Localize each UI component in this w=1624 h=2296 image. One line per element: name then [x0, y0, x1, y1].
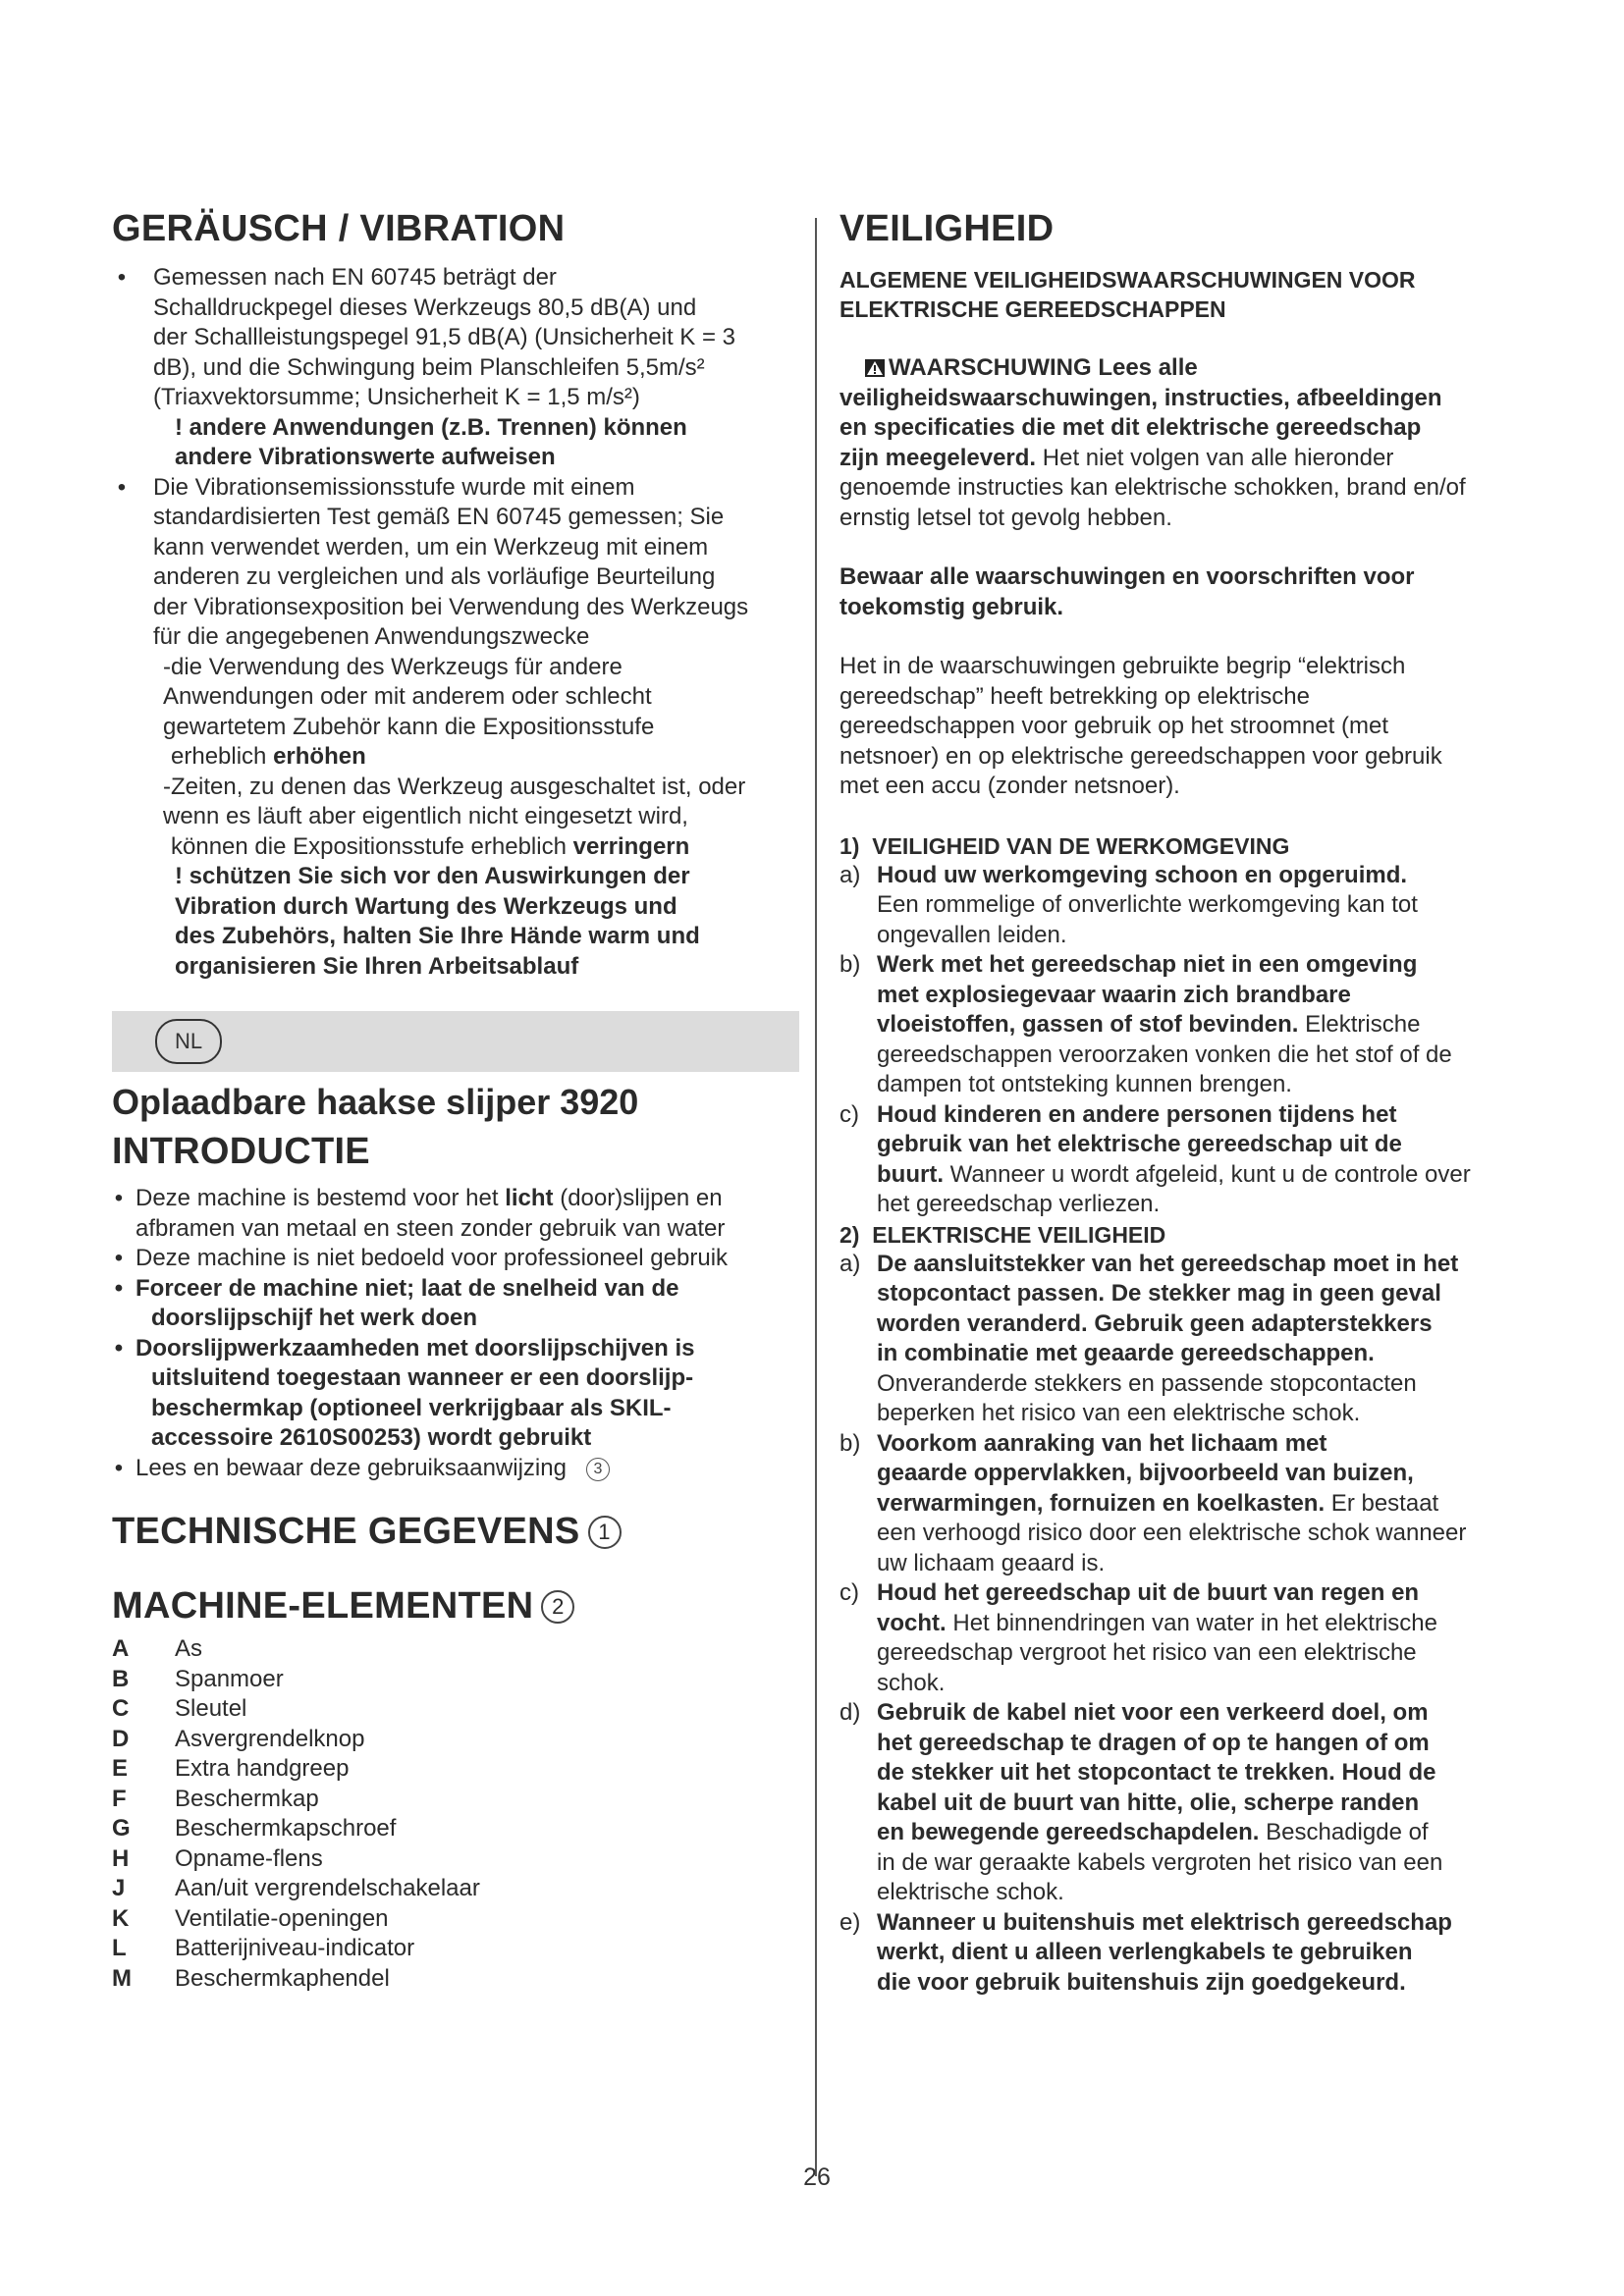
left-column	[112, 206, 799, 982]
element-letter: M	[112, 1964, 132, 1992]
element-letter: K	[112, 1904, 130, 1932]
de-section-title: GERÄUSCH / VIBRATION	[112, 208, 566, 249]
text-line: Gebruik de kabel niet voor een verkeerd doel, om	[877, 1699, 1429, 1726]
item-2e: e) Wanneer u buitenshuis met elektrisch gereedschap werkt, dient u alleen verlengkabels te gebruiken die voor gebruik buitenshuis zijn goedgekeurd.	[839, 1908, 1527, 1999]
element-label: Beschermkaphendel	[175, 1964, 390, 1992]
text-line: -Zeiten, zu denen das Werkzeug ausgeschaltet ist, oder	[163, 773, 746, 800]
text-line: met explosiegevaar waarin zich brandbare	[877, 981, 1351, 1008]
text-line: genoemde instructies kan elektrische schokken, brand en/of	[839, 474, 1466, 501]
machine-element-item	[112, 1904, 799, 1935]
text-line: Forceer de machine niet; laat de snelheid van de	[135, 1274, 679, 1302]
figure-ref-3: 3	[586, 1458, 610, 1481]
element-label: Spanmoer	[175, 1665, 284, 1692]
text-line: geaarde oppervlakken, bijvoorbeeld van buizen,	[877, 1460, 1414, 1486]
de-warning-protect	[112, 862, 799, 982]
text-line: en specificaties die met dit elektrische gereedschap	[839, 414, 1422, 441]
text-line: gereedschap” heeft betrekking op elektrische	[839, 682, 1310, 710]
text-line: ELEKTRISCHE GEREEDSCHAPPEN	[839, 296, 1226, 322]
text-line: Anwendungen oder mit anderem oder schlecht	[163, 683, 652, 710]
text-line: Bewaar alle waarschuwingen en voorschriften voor	[839, 563, 1415, 590]
text-line: für die angegebenen Anwendungszwecke	[153, 623, 590, 650]
de-bullet-noise: • Gemessen nach EN 60745 beträgt der Schalldruckpegel dieses Werkzeugs 80,5 dB(A) und der Schallleistungspegel 91,5 dB(A) (Unsicherheit K = 3 dB), und die Schwingung beim Planschleifen 5,5m/s² (Triaxvektorsumme; Unsicherheit K = 1,5 m/s²)	[112, 263, 799, 413]
element-label: Beschermkapschroef	[175, 1815, 397, 1842]
machine-element-item	[112, 1785, 799, 1815]
element-letter: A	[112, 1635, 130, 1662]
text-line: uitsluitend toegestaan wanneer er een doorslijp-	[151, 1364, 694, 1391]
text-line: Schalldruckpegel dieses Werkzeugs 80,5 dB(A) und	[153, 294, 697, 321]
intro-bullet-professional: • Deze machine is niet bedoeld voor professioneel gebruik	[114, 1245, 729, 1271]
item-2c: c) Houd het gereedschap uit de buurt van regen en vocht. Het binnendringen van water in het elektrische gereedschap vergroot het risico van een elektrische schok.	[839, 1578, 1527, 1698]
text-line: Het in de waarschuwingen gebruikte begrip “elektrisch	[839, 653, 1406, 679]
element-letter: B	[112, 1665, 130, 1692]
element-label: Extra handgreep	[175, 1755, 350, 1782]
text-line: het gereedschap te dragen of op te hangen of om	[877, 1729, 1430, 1756]
text-line: een verhoogd risico door een elektrische schok wanneer	[877, 1520, 1467, 1546]
figure-ref-1: 1	[588, 1516, 622, 1549]
item-2a: a) De aansluitstekker van het gereedschap moet in het stopcontact passen. De stekker mag in geen geval worden veranderd. Gebruik geen adapterstekkers in combinatie met geaarde gereedschappen. Onveranderde stekkers en passende stopcontacten beperken het risico van een elektrische schok.	[839, 1250, 1527, 1429]
text-line: gereedschappen voor gebruik op het stroomnet (met	[839, 713, 1388, 739]
text-line: wenn es läuft aber eigentlich nicht eingesetzt wird,	[163, 803, 688, 829]
element-letter: G	[112, 1815, 131, 1842]
text-line: der Schallleistungspegel 91,5 dB(A) (Unsicherheit K = 3	[153, 324, 735, 350]
text-line: werkt, dient u alleen verlengkabels te gebruiken	[877, 1939, 1413, 1965]
text-line: beperken het risico van een elektrische schok.	[877, 1400, 1361, 1426]
text-line: Een rommelige of onverlichte werkomgeving kan tot	[877, 891, 1418, 918]
safety-title: VEILIGHEID	[839, 208, 1055, 249]
text-line: het gereedschap verliezen.	[877, 1191, 1161, 1217]
text-line: veiligheidswaarschuwingen, instructies, afbeeldingen	[839, 384, 1442, 411]
element-label: Opname-flens	[175, 1844, 323, 1872]
text-line: Houd kinderen en andere personen tijdens het	[877, 1100, 1397, 1128]
intro-bullet-use: • Deze machine is bestemd voor het licht (door)slijpen en afbramen van metaal en steen zonder gebruik van water	[114, 1185, 726, 1242]
element-label: Beschermkap	[175, 1785, 319, 1812]
text-line: anderen zu vergleichen und als vorläufige Beurteilung	[153, 563, 716, 590]
term-definition	[839, 652, 1527, 802]
text-line: ! schützen Sie sich vor den Auswirkungen der	[175, 863, 690, 889]
section-1-heading: 1) VEILIGHEID VAN DE WERKOMGEVING	[839, 832, 1290, 859]
de-bullet-vibration: • Die Vibrationsemissionsstufe wurde mit einem standardisierten Test gemäß EN 60745 gemessen; Sie kann verwendet werden, um ein Werkzeug mit einem anderen zu vergleichen und als vorläufige Beurteilung der Vibrationsexposition bei Verwendung des Werkzeugs für die angegebenen Anwendungszwecke	[112, 473, 799, 653]
text-line: dampen tot ontsteking kunnen brengen.	[877, 1071, 1292, 1097]
element-letter: D	[112, 1725, 130, 1752]
machine-element-item	[112, 1814, 799, 1844]
text-line: in de war geraakte kabels vergroten het risico van een	[877, 1848, 1443, 1876]
left-column-nl	[112, 1080, 799, 1994]
item-2d: d) Gebruik de kabel niet voor een verkeerd doel, om het gereedschap te dragen of op te hangen of om de stekker uit het stopcontact te trekken. Houd de kabel uit de buurt van hitte, olie, scherpe randen en bewegende gereedschapdelen. Beschadigde of in de war geraakte kabels vergroten het risico van een elektrische schok.	[839, 1698, 1527, 1908]
element-label: Ventilatie-openingen	[175, 1904, 389, 1932]
text-line: schok.	[877, 1669, 946, 1696]
text-line: ALGEMENE VEILIGHEIDSWAARSCHUWINGEN VOOR	[839, 267, 1416, 293]
machine-element-item	[112, 1964, 799, 1995]
text-line: gereedschappen veroorzaken vonken die het stof of de	[877, 1041, 1452, 1068]
intro-title: INTRODUCTIE	[112, 1131, 370, 1172]
element-letter: H	[112, 1844, 130, 1872]
text-line: gewartetem Zubehör kann die Expositionsstufe	[163, 713, 655, 740]
text-line: ernstig letsel tot gevolg hebben.	[839, 504, 1172, 531]
text-line: dB), und die Schwingung beim Planschleifen 5,5m/s²	[153, 353, 705, 381]
text-line: Werk met het gereedschap niet in een omgeving	[877, 951, 1418, 978]
item-1b: b) Werk met het gereedschap niet in een omgeving met explosiegevaar waarin zich brandbare vloeistoffen, gassen of stof bevinden. Elektrische gereedschappen veroorzaken vonken die het stof of de dampen tot ontsteking kunnen brengen.	[839, 950, 1527, 1100]
de-warning-other-uses	[112, 413, 799, 473]
machine-elements-title: MACHINE-ELEMENTEN 2	[112, 1583, 799, 1629]
text-line: Die Vibrationsemissionsstufe wurde mit einem	[153, 473, 635, 501]
text-line: gereedschap vergroot het risico van een elektrische	[877, 1639, 1417, 1666]
text-line: die voor gebruik buitenshuis zijn goedgekeurd.	[877, 1968, 1406, 1996]
element-letter: C	[112, 1695, 130, 1722]
text-line: gebruik van het elektrische gereedschap uit de	[877, 1131, 1402, 1157]
machine-element-item	[112, 1725, 799, 1755]
intro-bullet-cutting: • Doorslijpwerkzaamheden met doorslijpschijven is uitsluitend toegestaan wanneer er een doorslijp- beschermkap (optioneel verkrijgbaar als SKIL- accessoire 2610S00253) wordt gebruikt	[112, 1334, 799, 1454]
de-dash-reduce: -Zeiten, zu denen das Werkzeug ausgeschaltet ist, oder wenn es läuft aber eigentlich nicht eingesetzt wird, können die Expositionsstufe erheblich verringern	[112, 773, 799, 863]
element-letter: L	[112, 1935, 127, 1961]
language-band	[112, 1011, 799, 1072]
element-label: As	[175, 1635, 203, 1662]
text-line: Vibration durch Wartung des Werkzeugs und	[175, 892, 677, 920]
column-divider	[815, 218, 817, 2176]
text-line: ! andere Anwendungen (z.B. Trennen) können	[175, 413, 687, 441]
text-line: Doorslijpwerkzaamheden met doorslijpschijven is	[135, 1334, 695, 1362]
item-2b: b) Voorkom aanraking van het lichaam met geaarde oppervlakken, bijvoorbeeld van buizen, verwarmingen, fornuizen en koelkasten. Er bestaat een verhoogd risico door een elektrische schok wanneer uw lichaam geaard is.	[839, 1429, 1527, 1579]
figure-ref-2: 2	[541, 1590, 574, 1624]
language-badge: NL	[155, 1019, 222, 1064]
general-warning: WAARSCHUWING Lees alle veiligheidswaarschuwingen, instructies, afbeeldingen en specificaties die met dit elektrische gereedschap zijn meegeleverd. Het niet volgen van alle hieronder genoemde instructies kan elektrische schokken, brand en/of ernstig letsel tot gevolg hebben.	[839, 353, 1527, 533]
text-line: des Zubehörs, halten Sie Ihre Hände warm und	[175, 923, 700, 949]
text-line: Wanneer u buitenshuis met elektrisch gereedschap	[877, 1908, 1452, 1936]
right-column	[839, 206, 1527, 1998]
tech-data-title: TECHNISCHE GEGEVENS 1	[112, 1509, 799, 1554]
section-2-heading: 2) ELEKTRISCHE VEILIGHEID	[839, 1221, 1166, 1248]
element-letter: J	[112, 1875, 126, 1901]
text-line: beschermkap (optioneel verkrijgbaar als SKIL-	[151, 1394, 672, 1421]
element-label: Aan/uit vergrendelschakelaar	[175, 1875, 480, 1901]
element-label: Asvergrendelknop	[175, 1725, 365, 1752]
text-line: (Triaxvektorsumme; Unsicherheit K = 1,5 m/s²)	[153, 384, 640, 410]
text-line: -die Verwendung des Werkzeugs für andere	[163, 653, 623, 680]
text-line: Voorkom aanraking van het lichaam met	[877, 1429, 1327, 1457]
text-line: uw lichaam geaard is.	[877, 1549, 1106, 1576]
product-title: Oplaadbare haakse slijper 3920	[112, 1082, 639, 1122]
text-line: netsnoer) en op elektrische gereedschappen voor gebruik	[839, 742, 1442, 770]
text-line: doorslijpschijf het werk doen	[151, 1305, 478, 1331]
element-letter: E	[112, 1755, 129, 1782]
text-line: ongevallen leiden.	[877, 921, 1067, 948]
machine-element-item	[112, 1754, 799, 1785]
text-line: Gemessen nach EN 60745 beträgt der	[153, 264, 557, 291]
de-bullet-noise-lines	[153, 263, 799, 413]
page-number: 26	[803, 2163, 831, 2191]
de-dash-increase: -die Verwendung des Werkzeugs für andere Anwendungen oder mit anderem oder schlecht gewartetem Zubehör kann die Expositionsstufe erheblich erhöhen	[112, 653, 799, 773]
text-line: kann verwendet werden, um ein Werkzeug mit einem	[153, 533, 709, 561]
text-line: De aansluitstekker van het gereedschap moet in het	[877, 1250, 1459, 1277]
element-letter: F	[112, 1785, 127, 1812]
machine-elements-list	[112, 1634, 799, 1994]
intro-bullet-read: • Lees en bewaar deze gebruiksaanwijzing 3	[112, 1454, 799, 1484]
keep-warnings	[839, 562, 1527, 622]
safety-subtitle	[839, 265, 1527, 324]
text-line: standardisierten Test gemäß EN 60745 gemessen; Sie	[153, 504, 725, 530]
intro-bullet-force: • Forceer de machine niet; laat de snelheid van de doorslijpschijf het werk doen	[112, 1274, 799, 1334]
machine-element-item	[112, 1634, 799, 1665]
text-line: accessoire 2610S00253) wordt gebruikt	[151, 1424, 592, 1451]
de-bullet-vibration-lines	[153, 473, 799, 653]
machine-element-item	[112, 1844, 799, 1875]
text-line: in combinatie met geaarde gereedschappen.	[877, 1340, 1375, 1366]
element-label: Batterijniveau-indicator	[175, 1935, 415, 1961]
element-label: Sleutel	[175, 1695, 247, 1722]
text-line: worden veranderd. Gebruik geen adapterstekkers	[877, 1309, 1433, 1337]
text-line: kabel uit de buurt van hitte, olie, scherpe randen	[877, 1789, 1420, 1816]
text-line: elektrische schok.	[877, 1879, 1064, 1905]
text-line: toekomstig gebruik.	[839, 593, 1064, 620]
item-1a: a) Houd uw werkomgeving schoon en opgeruimd. Een rommelige of onverlichte werkomgeving kan tot ongevallen leiden.	[839, 861, 1527, 951]
text-line: met een accu (zonder netsnoer).	[839, 773, 1180, 799]
text-line: der Vibrationsexposition bei Verwendung des Werkzeugs	[153, 593, 749, 620]
text-line: andere Vibrationswerte aufweisen	[175, 444, 556, 470]
item-1c: c) Houd kinderen en andere personen tijdens het gebruik van het elektrische gereedschap uit de buurt. Wanneer u wordt afgeleid, kunt u de controle over het gereedschap verliezen.	[839, 1100, 1527, 1220]
machine-element-item	[112, 1874, 799, 1904]
warning-triangle-icon	[865, 359, 885, 377]
text-line: stopcontact passen. De stekker mag in geen geval	[877, 1280, 1441, 1307]
text-line: de stekker uit het stopcontact te trekken. Houd de	[877, 1759, 1436, 1786]
machine-element-item	[112, 1665, 799, 1695]
text-line: organisieren Sie Ihren Arbeitsablauf	[175, 952, 579, 980]
machine-element-item	[112, 1934, 799, 1964]
machine-element-item	[112, 1694, 799, 1725]
text-line: Onveranderde stekkers en passende stopcontacten	[877, 1369, 1417, 1397]
